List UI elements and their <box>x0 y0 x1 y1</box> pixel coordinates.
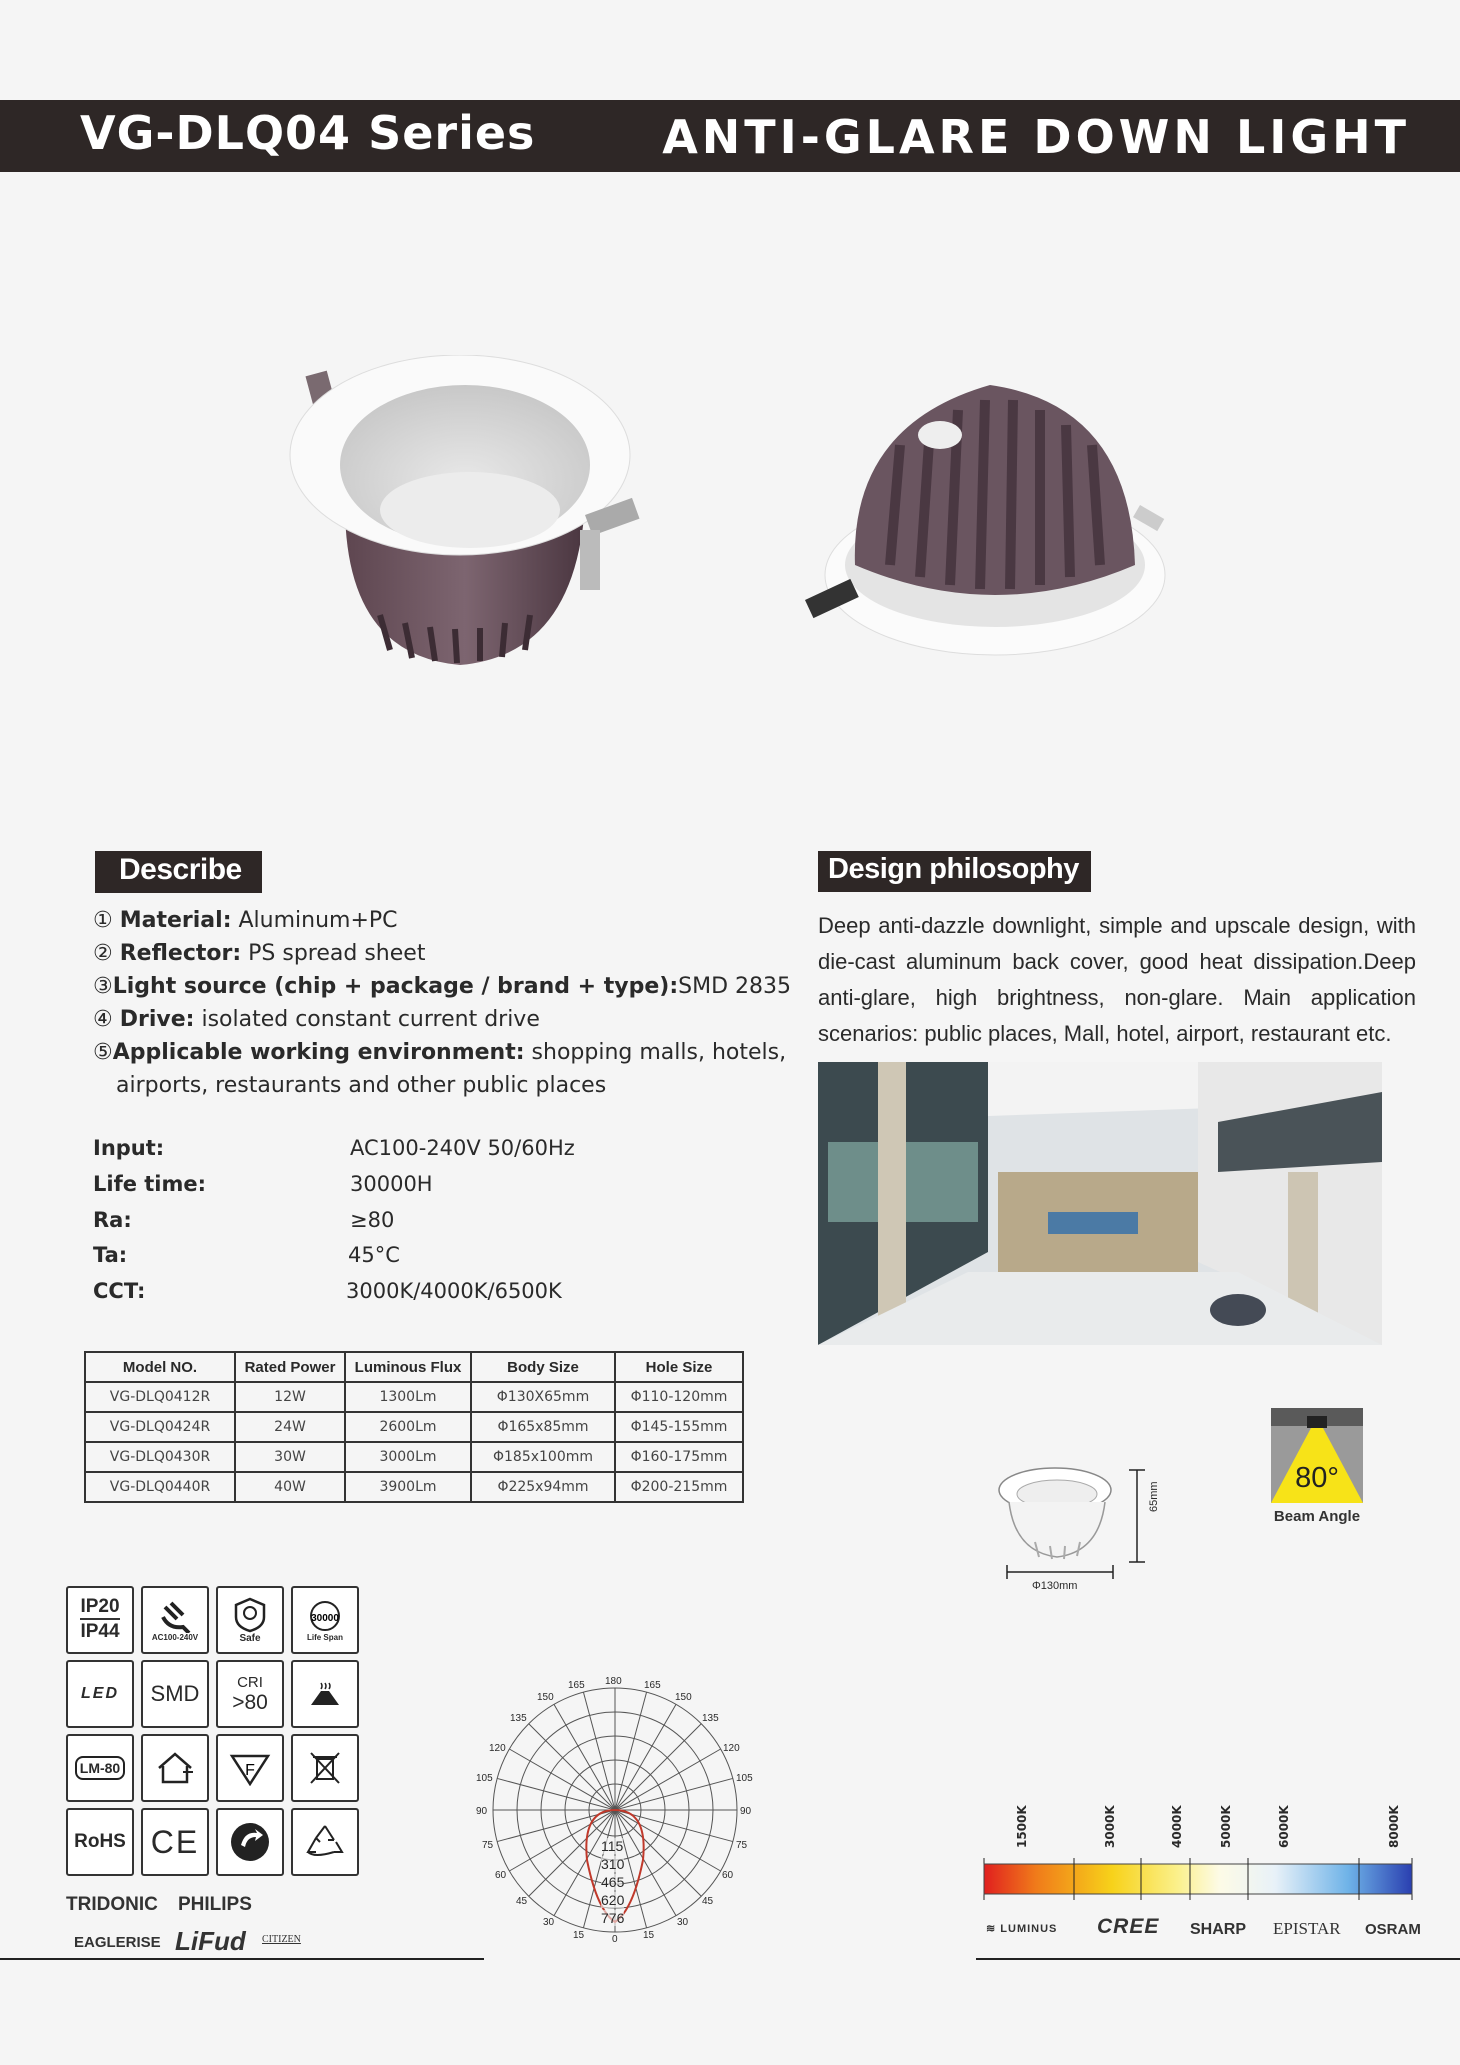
chip-luminus-text: LUMINUS <box>1000 1923 1058 1935</box>
safe-text: Safe <box>239 1632 261 1644</box>
cri-icon <box>216 1660 284 1728</box>
product-photo-front <box>285 355 665 685</box>
brand-eaglerise: EAGLERISE <box>74 1934 161 1951</box>
ce-icon <box>141 1808 209 1876</box>
spec-lifetime-label: Life time: <box>93 1172 207 1196</box>
rohs-icon <box>66 1808 134 1876</box>
describe-item-environment-cont: airports, restaurants and other public places <box>116 1073 607 1098</box>
polar-value-776: 776 <box>601 1910 625 1926</box>
polar-label-135-r: 135 <box>702 1713 719 1724</box>
chip-epistar: EPISTAR <box>1273 1919 1341 1938</box>
describe-item-material: ① Material: Aluminum+PC <box>93 908 398 933</box>
spec-cct-value: 3000K/4000K/6500K <box>346 1279 562 1303</box>
polar-value-465: 465 <box>601 1874 625 1890</box>
polar-label-60-r: 60 <box>722 1870 734 1881</box>
cell-body: Φ185x100mm <box>471 1442 615 1472</box>
weee-icon <box>291 1734 359 1802</box>
polar-label-75-r: 75 <box>736 1840 748 1851</box>
table-header-row <box>85 1352 743 1382</box>
table-row <box>85 1442 743 1472</box>
describe-item-reflector: ② Reflector: PS spread sheet <box>93 941 426 966</box>
polar-label-60-l: 60 <box>495 1870 507 1881</box>
polar-value-310: 310 <box>601 1856 625 1872</box>
rohs-text: RoHS <box>74 1831 126 1852</box>
recycle-icon <box>291 1808 359 1876</box>
ip20-text: IP20 <box>80 1596 119 1620</box>
table-row <box>85 1412 743 1442</box>
cell-flux: 3900Lm <box>345 1472 471 1502</box>
spec-ra-label: Ra: <box>93 1208 132 1232</box>
ip-rating-icon <box>66 1586 134 1654</box>
cell-body: Φ225x94mm <box>471 1472 615 1502</box>
dimension-diameter: Φ130mm <box>1032 1580 1078 1592</box>
life-text: Life Span <box>306 1632 343 1642</box>
lm80-text: LM-80 <box>75 1756 125 1780</box>
bottom-rule-left <box>0 1958 484 1960</box>
spec-input-label: Input: <box>93 1136 165 1160</box>
polar-label-15-r: 15 <box>643 1930 655 1941</box>
product-type-title: ANTI-GLARE DOWN LIGHT <box>662 110 1410 164</box>
table-row <box>85 1382 743 1412</box>
polar-value-115: 115 <box>601 1838 624 1854</box>
cct-tick-5000: 5000K <box>1219 1805 1233 1848</box>
cct-tick-3000: 3000K <box>1103 1805 1117 1848</box>
cct-tick-8000: 8000K <box>1387 1805 1401 1848</box>
chip-cree: CREE <box>1097 1915 1160 1938</box>
lobby-photo <box>818 1062 1382 1345</box>
chip-osram: OSRAM <box>1365 1921 1421 1938</box>
svg-text:F: F <box>245 1762 255 1779</box>
f-mark-icon <box>216 1734 284 1802</box>
describe-item-drive: ④ Drive: isolated constant current drive <box>93 1007 540 1032</box>
series-title: VG-DLQ04 Series <box>80 106 536 160</box>
polar-label-105-r: 105 <box>736 1773 753 1784</box>
cell-power: 30W <box>235 1442 345 1472</box>
polar-label-45-l: 45 <box>516 1896 528 1907</box>
cct-tick-1500: 1500K <box>1015 1805 1029 1848</box>
polar-value-620: 620 <box>601 1892 625 1908</box>
brand-lifud: LiFud <box>175 1926 246 1956</box>
polar-label-165-l: 165 <box>568 1680 585 1691</box>
polar-label-75-l: 75 <box>482 1840 494 1851</box>
svg-text:30000: 30000 <box>311 1612 339 1624</box>
spec-ta-value: 45°C <box>348 1243 400 1267</box>
cell-flux: 1300Lm <box>345 1382 471 1412</box>
chip-sharp: SHARP <box>1190 1921 1247 1938</box>
brand-tridonic: TRIDONIC <box>66 1894 158 1915</box>
polar-label-150-l: 150 <box>537 1692 554 1703</box>
led-text: LED <box>81 1685 119 1702</box>
lifespan-icon <box>291 1586 359 1654</box>
spec-lifetime-value: 30000H <box>350 1172 433 1196</box>
col-flux: Luminous Flux <box>345 1352 471 1382</box>
cell-body: Φ165x85mm <box>471 1412 615 1442</box>
cell-power: 24W <box>235 1412 345 1442</box>
smd-icon <box>141 1660 209 1728</box>
brand-philips: PHILIPS <box>178 1894 252 1915</box>
describe-item-environment: ⑤Applicable working environment: shopping malls, hotels, <box>93 1040 787 1065</box>
bottom-rule-right <box>976 1958 1460 1960</box>
cri-label: CRI <box>237 1673 263 1691</box>
indoor-icon <box>141 1734 209 1802</box>
cell-model: VG-DLQ0430R <box>85 1442 235 1472</box>
cell-hole: Φ160-175mm <box>615 1442 743 1472</box>
safe-icon <box>216 1586 284 1654</box>
polar-label-15-l: 15 <box>573 1930 585 1941</box>
table-row <box>85 1472 743 1502</box>
cct-color-bar <box>982 1856 1414 1902</box>
ac-plug-icon <box>141 1586 209 1654</box>
ac-text: AC100-240V <box>151 1632 199 1642</box>
cell-body: Φ130X65mm <box>471 1382 615 1412</box>
cell-power: 12W <box>235 1382 345 1412</box>
polar-label-30-l: 30 <box>543 1917 555 1928</box>
polar-label-135-l: 135 <box>510 1713 527 1724</box>
polar-label-90-l: 90 <box>476 1806 488 1817</box>
luminus-icon: ≋ <box>986 1923 997 1935</box>
describe-item-light-source: ③Light source (chip + package / brand + type):SMD 2835 <box>93 974 792 999</box>
ce-text: CE <box>150 1823 200 1860</box>
model-table <box>84 1351 744 1503</box>
cell-hole: Φ110-120mm <box>615 1382 743 1412</box>
cell-flux: 3000Lm <box>345 1442 471 1472</box>
led-icon <box>66 1660 134 1728</box>
cell-hole: Φ145-155mm <box>615 1412 743 1442</box>
design-heading: Design philosophy <box>818 851 1091 892</box>
spec-cct-label: CCT: <box>93 1279 146 1303</box>
polar-label-0: 0 <box>612 1934 618 1945</box>
polar-label-150-r: 150 <box>675 1692 692 1703</box>
polar-label-165-r: 165 <box>644 1680 661 1691</box>
polar-label-105-l: 105 <box>476 1773 493 1784</box>
polar-label-45-r: 45 <box>702 1896 714 1907</box>
cell-hole: Φ200-215mm <box>615 1472 743 1502</box>
ip44-text: IP44 <box>80 1621 120 1642</box>
polar-label-30-r: 30 <box>677 1917 689 1928</box>
cell-model: VG-DLQ0440R <box>85 1472 235 1502</box>
heat-icon <box>291 1660 359 1728</box>
design-text: Deep anti-dazzle downlight, simple and upscale design, with die-cast aluminum back cover, good heat dissipation.Deep anti-glare, high brightness, non-glare. Main application scenarios: public places, Mall, hotel, airport, restaurant etc. <box>818 913 1416 1046</box>
cell-flux: 2600Lm <box>345 1412 471 1442</box>
polar-label-120-r: 120 <box>723 1743 740 1754</box>
spec-ta-label: Ta: <box>93 1243 128 1267</box>
polar-label-180: 180 <box>605 1676 622 1687</box>
spec-input-value: AC100-240V 50/60Hz <box>350 1136 575 1160</box>
product-photo-back <box>800 365 1180 685</box>
cell-power: 40W <box>235 1472 345 1502</box>
col-hole-size: Hole Size <box>615 1352 743 1382</box>
cri-value: >80 <box>232 1690 268 1714</box>
eco-icon <box>216 1808 284 1876</box>
polar-label-90-r: 90 <box>740 1806 752 1817</box>
col-power: Rated Power <box>235 1352 345 1382</box>
dimension-height: 65mm <box>1148 1481 1160 1512</box>
col-body-size: Body Size <box>471 1352 615 1382</box>
describe-heading: Describe <box>95 851 262 893</box>
beam-angle-label: Beam Angle <box>1273 1508 1361 1525</box>
chip-luminus <box>986 1922 1057 1935</box>
beam-angle-value: 80° <box>1295 1462 1339 1494</box>
lm80-icon <box>66 1734 134 1802</box>
cell-model: VG-DLQ0412R <box>85 1382 235 1412</box>
cct-tick-6000: 6000K <box>1277 1805 1291 1848</box>
cct-tick-4000: 4000K <box>1170 1805 1184 1848</box>
smd-text: SMD <box>150 1681 200 1706</box>
spec-ra-value: ≥80 <box>350 1208 395 1232</box>
col-model: Model NO. <box>85 1352 235 1382</box>
polar-label-120-l: 120 <box>489 1743 506 1754</box>
brand-citizen: CITIZEN <box>262 1934 301 1945</box>
cell-model: VG-DLQ0424R <box>85 1412 235 1442</box>
